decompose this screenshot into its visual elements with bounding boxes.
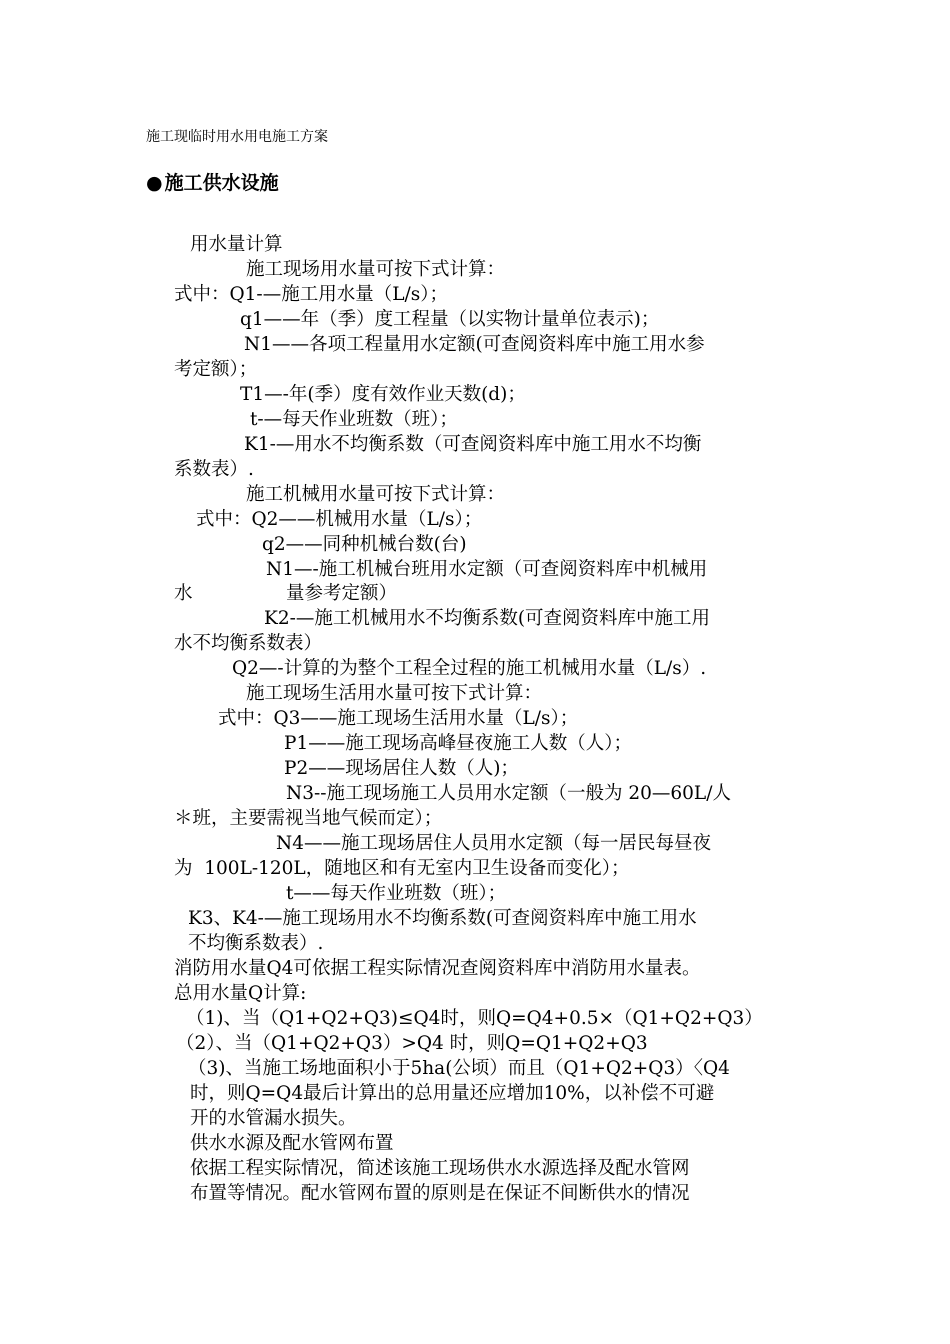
paragraph-line: t——每天作业班数（班）；: [286, 883, 507, 904]
paragraph-line: 不均衡系数表）.: [188, 933, 324, 954]
paragraph-line: 式中：Q1-—施工用水量（L/s）；: [174, 284, 448, 305]
paragraph-line: t-—每天作业班数（班）；: [250, 409, 458, 430]
paragraph-line: q2——同种机械台数(台): [262, 534, 467, 555]
paragraph-line: N4——施工现场居住人员用水定额（每一居民每昼夜: [276, 833, 711, 854]
paragraph-line: 水不均衡系数表）: [174, 633, 323, 654]
paragraph-line: ＊班，主要需视当地气候而定）；: [174, 808, 443, 829]
paragraph-line: （3)、当施工场地面积小于5ha(公顷）而且（Q1+Q2+Q3）〈Q4: [188, 1058, 730, 1079]
paragraph-line: 时，则Q=Q4最后计算出的总用量还应增加10%，以补偿不可避: [190, 1083, 715, 1104]
paragraph-line: K3、K4-—施工现场用水不均衡系数(可查阅资料库中施工用水: [188, 908, 697, 929]
paragraph-line: （1)、当（Q1+Q2+Q3)≤Q4时，则Q=Q4+0.5×（Q1+Q2+Q3）: [186, 1008, 763, 1029]
paragraph-line: N1—-施工机械台班用水定额（可查阅资料库中机械用: [266, 559, 708, 580]
paragraph-line: 布置等情况。配水管网布置的原则是在保证不间断供水的情况: [190, 1183, 690, 1204]
paragraph-line: 为 100L-120L，随地区和有无室内卫生设备而变化）；: [174, 858, 630, 879]
paragraph-line: 施工机械用水量可按下式计算：: [246, 484, 506, 505]
paragraph-line: T1—-年(季）度有效作业天数(d)；: [240, 384, 526, 405]
section-heading: [146, 170, 279, 196]
paragraph-line: 系数表）.: [174, 459, 254, 480]
paragraph-line: P1——施工现场高峰昼夜施工人数（人）；: [284, 733, 632, 754]
paragraph-line: 总用水量Q计算:: [174, 983, 307, 1004]
paragraph-line: 依据工程实际情况，简述该施工现场供水水源选择及配水管网: [190, 1158, 690, 1179]
paragraph-line: 施工现场用水量可按下式计算：: [246, 259, 506, 280]
paragraph-line: （2）、当（Q1+Q2+Q3）>Q4 时，则Q=Q1+Q2+Q3: [176, 1033, 648, 1054]
paragraph-line: N3--施工现场施工人员用水定额（一般为 20—60L/人: [286, 783, 731, 804]
paragraph-line: 水: [174, 583, 193, 604]
section-heading-text: 施工供水设施: [164, 172, 279, 194]
paragraph-line: 开的水管漏水损失。: [190, 1108, 357, 1129]
subheading-water-calc: 用水量计算: [190, 234, 283, 255]
paragraph-line: 式中：Q2——机械用水量（L/s）；: [196, 509, 483, 530]
paragraph-line: K2-—施工机械用水不均衡系数(可查阅资料库中施工用: [264, 608, 711, 629]
paragraph-line: q1——年（季）度工程量（以实物计量单位表示)；: [240, 309, 660, 330]
document-title: 施工现临时用水用电施工方案: [146, 129, 328, 145]
paragraph-line: 量参考定额）: [286, 583, 398, 604]
paragraph-line: P2——现场居住人数（人)；: [284, 758, 519, 779]
bullet-icon: ●: [146, 172, 163, 194]
paragraph-line: 施工现场生活用水量可按下式计算：: [246, 683, 543, 704]
paragraph-line: 消防用水量Q4可依据工程实际情况查阅资料库中消防用水量表。: [174, 958, 701, 979]
paragraph-line: Q2—-计算的为整个工程全过程的施工机械用水量（L/s）.: [232, 658, 707, 679]
paragraph-line: K1-—用水不均衡系数（可查阅资料库中施工用水不均衡: [244, 434, 702, 455]
subheading-water-source: 供水水源及配水管网布置: [190, 1133, 394, 1154]
paragraph-line: 考定额）；: [174, 359, 258, 380]
paragraph-line: 式中：Q3——施工现场生活用水量（L/s）；: [218, 708, 579, 729]
paragraph-line: N1——各项工程量用水定额(可查阅资料库中施工用水参: [244, 334, 705, 355]
